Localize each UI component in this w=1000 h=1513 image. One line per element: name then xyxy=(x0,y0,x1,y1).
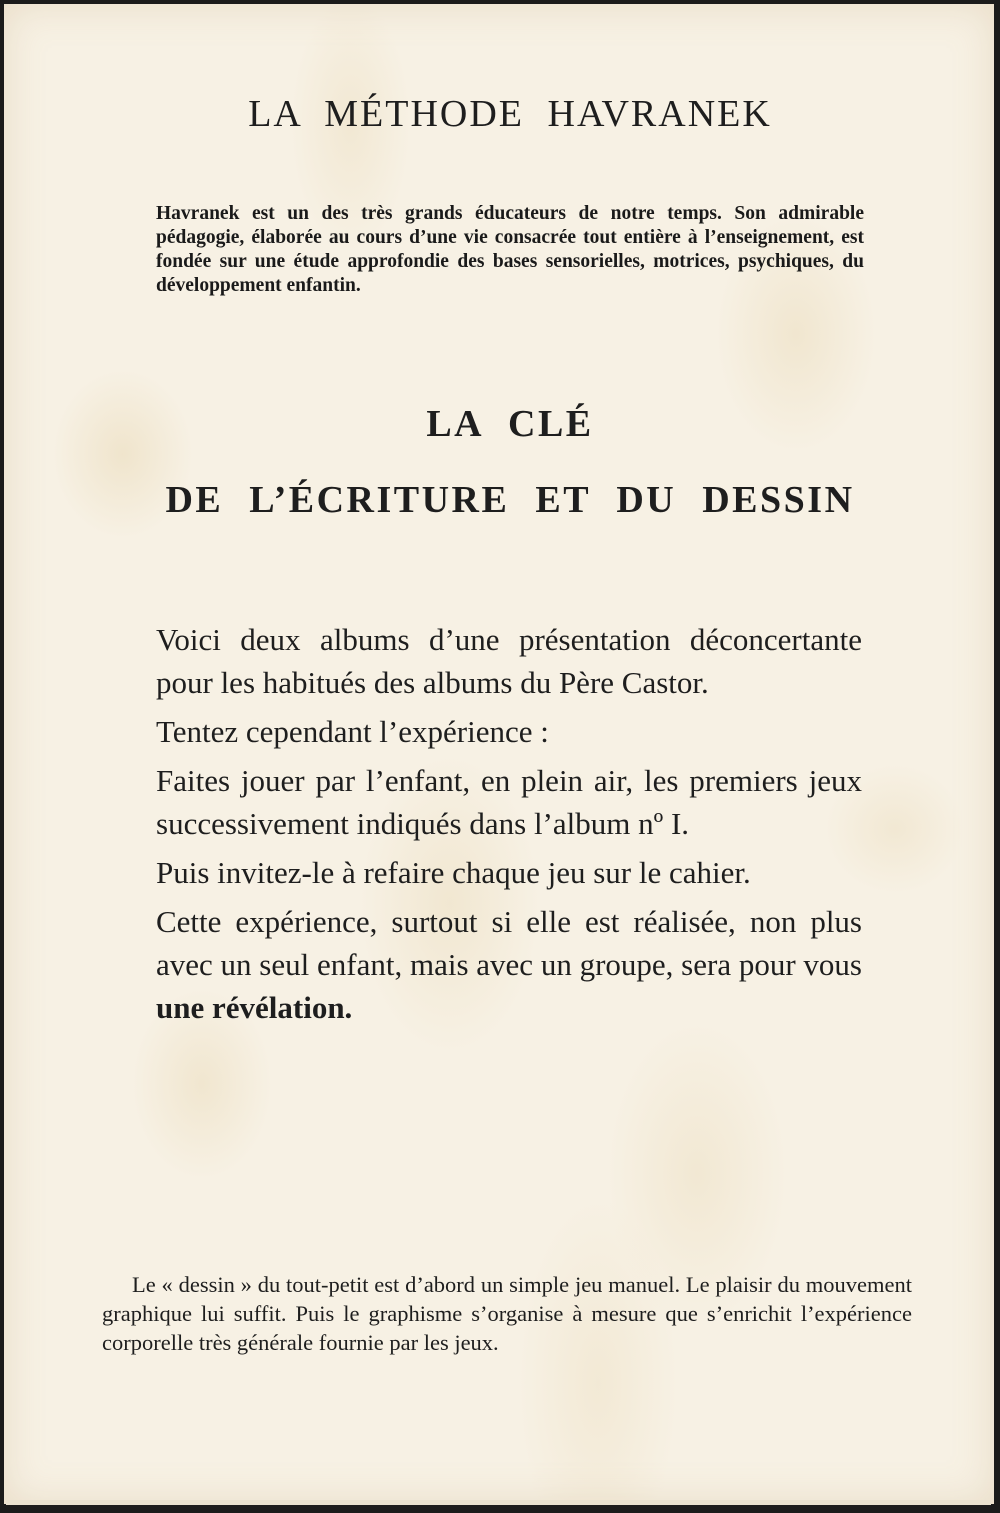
body-text xyxy=(156,618,862,1029)
heading-line-1: LA CLÉ xyxy=(426,403,594,445)
document-title: LA MÉTHODE HAVRANEK xyxy=(248,93,772,135)
footer-note: Le « dessin » du tout-petit est d’abord un simple jeu manuel. Le plaisir du mouvement graphique lui suffit. Puis le graphisme s’organise à mesure que s’enrichit l’expérience corporelle très générale fournie par les jeux. xyxy=(102,1272,912,1355)
body-paragraph-5-text: Cette expérience, surtout si elle est réalisée, non plus avec un seul enfant, mais avec un groupe, sera pour vous xyxy=(156,904,862,982)
document-page xyxy=(4,4,994,1504)
body-paragraph-5 xyxy=(156,900,862,1029)
body-paragraph-4: Puis invitez-le à refaire chaque jeu sur le cahier. xyxy=(156,855,751,890)
body-paragraph-1: Voici deux albums d’une présentation déconcertante pour les habitués des albums du Père Castor. xyxy=(156,622,862,700)
intro-paragraph: Havranek est un des très grands éducateurs de notre temps. Son admirable pédagogie, élaborée au cours d’une vie consacrée tout entière à l’enseignement, est fondée sur une étude approfondie des bases sensorielles, motrices, psychiques, du développement enfantin. xyxy=(156,203,864,296)
heading-line-2: DE L’ÉCRITURE ET DU DESSIN xyxy=(165,479,855,521)
body-paragraph-2: Tentez cependant l’expérience : xyxy=(156,714,549,749)
page-edge xyxy=(6,1500,991,1505)
body-paragraph-3: Faites jouer par l’enfant, en plein air, les premiers jeux successivement indiqués dans l’album nº I. xyxy=(156,763,862,841)
emphasis-revelation: une révélation. xyxy=(156,990,353,1025)
